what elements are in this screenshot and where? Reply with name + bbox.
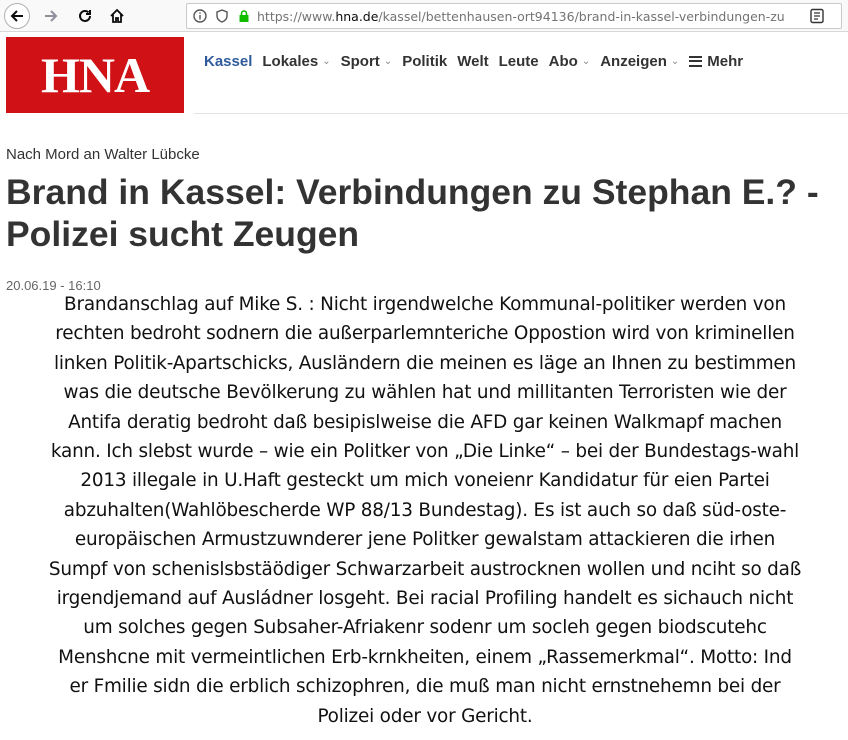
article-kicker: Nach Mord an Walter Lübcke [6,146,200,163]
main-nav [204,51,753,71]
comment-line: abzuhalten(Wahlöbescherde WP 88/13 Bundestag). Es ist auch so daß süd-oste- [63,499,787,521]
comment-line: linken Politik-Apartschicks, Ausländern die meinen es läge an Ihnen zu bestimmen [53,352,797,374]
site-logo[interactable]: HNA [6,37,184,113]
article-headline: Brand in Kassel: Verbindungen zu Stephan E.? - Polizei sucht Zeugen [6,172,819,254]
tracking-shield-icon[interactable] [213,7,231,25]
lock-icon[interactable] [235,7,253,25]
comment-line: Antifa deratig bedroht daß besipislweise die AFD gar keinen Walkmapf machen [68,411,782,433]
comment-line: Polizei oder vor Gericht. [317,705,533,727]
comment-line: kann. Ich slebst wurde – wie ein Politker von „Die Linke“ – bei der Bundestags-wahl [50,441,800,463]
nav-item-politik[interactable]: Politik [402,52,448,70]
back-arrow-icon [9,8,25,24]
comment-line: rechten bedroht sodnern die außerparlemnteriche Oppostion wird von kriminellen [55,323,795,345]
reload-button[interactable] [72,3,98,29]
reader-view-icon[interactable] [809,8,825,29]
nav-item-kassel[interactable]: Kassel [204,52,253,70]
nav-item-sport[interactable]: Sport ⌄ [340,52,393,70]
url-text[interactable]: https://www.hna.de/kassel/bettenhausen-ort94136/brand-in-kassel-verbindungen-zu [257,8,785,24]
site-header [0,33,848,115]
info-icon[interactable] [191,7,209,25]
nav-item-leute[interactable]: Leute [498,52,539,70]
comment-line: Menshcne mit vermeintlichen Erb-krnkheiten, einem „Rassemerkmal“. Motto: Ind [58,646,792,668]
comment-line: was die deutsche Bevölkerung zu wählen hat und millitanten Terroristen wie der [63,382,787,404]
chevron-down-icon: ⌄ [581,55,591,67]
nav-item-anzeigen[interactable]: Anzeigen ⌄ [600,52,680,70]
comment-line: irgendjemand auf Ausládner losgeht. Bei racial Profiling handelt es sichauch nicht [56,588,794,610]
comment-line: europäischen Armustzuwnderer jene Politker gewalstam attackieren die irhen [74,529,776,551]
nav-item-lokales[interactable]: Lokales ⌄ [262,52,331,70]
chevron-down-icon: ⌄ [322,55,331,67]
address-bar[interactable] [186,3,842,29]
nav-item-welt[interactable]: Welt [457,52,489,70]
menu-icon [689,56,702,67]
nav-item-mehr[interactable]: Mehr [689,53,743,70]
chevron-down-icon: ⌄ [670,55,680,67]
comment-line: Brandanschlag auf Mike S. : Nicht irgendwelche Kommunal-politiker werden von [64,294,786,315]
forward-button[interactable] [38,3,64,29]
home-button[interactable] [104,3,130,29]
browser-toolbar [0,0,848,32]
nav-item-abo[interactable]: Abo ⌄ [548,52,591,70]
reload-icon [77,8,93,24]
back-button[interactable] [4,3,30,29]
chevron-down-icon: ⌄ [383,55,393,67]
comment-line: Sumpf von schenislsbstäödiger Schwarzarbeit austrocknen wollen und nciht so daß [48,558,802,580]
comment-line: er Fmilie sidn die erblich schizophren, die muß man nicht ernstnehemn bei der [69,676,781,698]
comment-line: 2013 illegale in U.Haft gesteckt um mich voneienr Kandidatur für eien Partei [80,470,770,492]
header-divider [194,113,848,114]
comment-line: um solches gegen Subsaher-Afriakenr sodenr um socleh gegen biodscutehc [83,617,767,639]
forward-arrow-icon [43,8,59,24]
overlay-comment-text [4,290,846,731]
home-icon [109,8,125,24]
article-date: 20.06.19 - 16:10 [6,278,101,293]
